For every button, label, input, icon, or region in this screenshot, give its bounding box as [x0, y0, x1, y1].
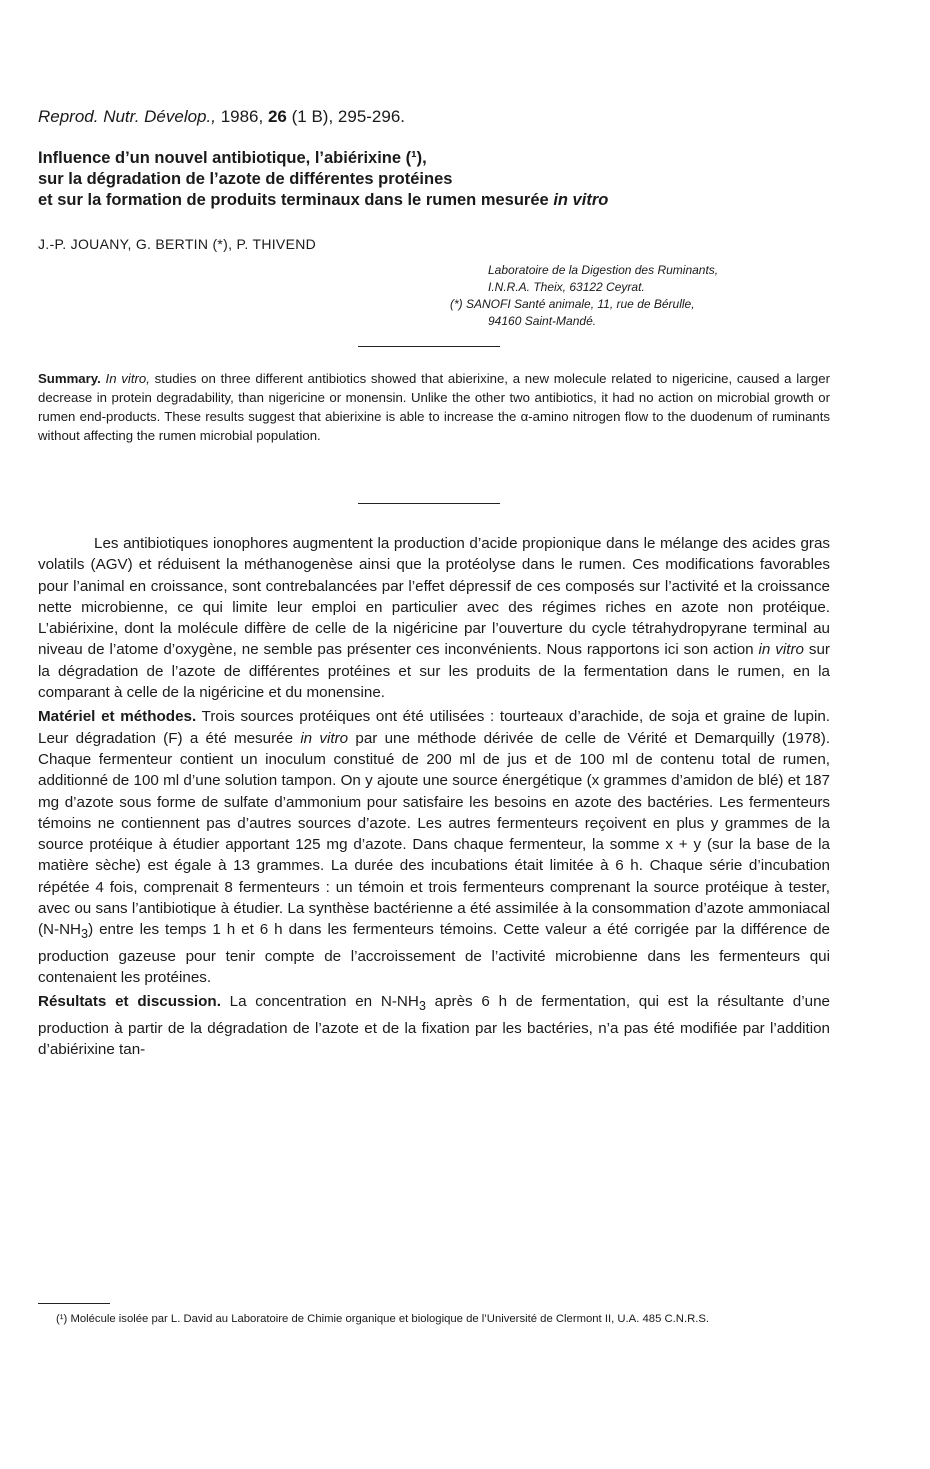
intro-text-1: Les antibiotiques ionophores augmentent la production d’acide propionique dans le mélange des acides gras volatils (AGV) et réduisent la méthanogenèse ainsi que la protéolyse dans le rumen. Ces modifications favorables pour l’animal en croissance, sont contrebalancées par l’effet dépressif de ces composés sur l’activité et la croissance nette microbienne, ce qui limite leur emploi en particulier avec des régimes riches en azote non protéique. L’abiérixine, dont la molécule diffère de celle de la nigéricine par l’ouverture du cycle tétrahydropyrane terminal au niveau de l’atome d’oxygène, ne semble pas présenter ces inconvénients. Nous rapportons ici son action [38, 535, 830, 659]
authors: J.-P. JOUANY, G. BERTIN (*), P. THIVEND [38, 236, 317, 252]
methods-text-2: par une méthode dérivée de celle de Vérité et Demarquilly (1978). Chaque fermenteur contient un inoculum constitué de 200 ml de jus et de 100 ml de contenu total de rumen, additionné de 100 ml d’une solution tampon. On y ajoute une source énergétique (x grammes d’amidon de blé) et 187 mg d’azote sous forme de sulfate d’ammonium pour satisfaire les besoins en azote des bactéries. Les fermenteurs témoins ne contiennent pas d’autres sources d’azote. Les autres fermenteurs reçoivent en plus y grammes de la source protéique à étudier apportant 125 mg d’azote. Dans chaque fermenteur, la somme x + y (sur la base de la matière sèche) est égale à 13 grammes. La durée des incubations était limitée à 6 h. Chaque série d’incubation répétée 4 fois, comprenait 8 fermenteurs : un témoin et trois fermenteurs comprenant la source protéique à tester, avec ou sans l’antibiotique à étudier. La synthèse bactérienne a été assimilée à la consommation d’azote ammoniacal (N-NH [38, 729, 830, 939]
article-title [38, 148, 838, 211]
affiliation-line-1: Laboratoire de la Digestion des Ruminants, [488, 263, 719, 277]
summary-text: studies on three different antibiotics showed that abierixine, a new molecule related to nigericine, caused a larger decrease in protein degradability, than nigericine or monensin. Unlike the other two antibiotics, it had no action on microbial growth or rumen end-products. These results suggest that abierixine is able to increase the α-amino nitrogen flow to the duodenum of ruminants without affecting the rumen microbial population. [38, 371, 830, 443]
results-heading: Résultats et discussion. [38, 993, 221, 1011]
citation-issue-pages: (1 B), 295-296. [291, 107, 406, 126]
citation-year: 1986, [220, 107, 264, 126]
title-line-1: Influence d’un nouvel antibiotique, l’abiérixine (¹), [38, 149, 427, 167]
footnote [38, 1311, 830, 1328]
paragraph-methods [38, 706, 830, 988]
summary-in-vitro: In vitro, [105, 371, 150, 386]
affiliation-line-2: I.N.R.A. Theix, 63122 Ceyrat. [488, 280, 645, 294]
methods-in-vitro: in vitro [300, 729, 349, 747]
footnote-divider [38, 1303, 110, 1304]
journal-citation [38, 107, 405, 127]
methods-text-1: Trois sources protéiques ont été utilisées : tourteaux d’arachide, de soja et graine de lupin. Leur dégradation (F) a été mesurée [38, 708, 831, 747]
intro-in-vitro: in vitro [758, 641, 804, 659]
footnote-text: Molécule isolée par L. David au Laboratoire de Chimie organique et biologique de l’Université de Clermont II, U.A. 485 C.N.R.S. [70, 1313, 710, 1325]
methods-subscript: 3 [81, 927, 89, 942]
title-line-2: sur la dégradation de l’azote de différentes protéines [38, 170, 453, 188]
journal-name: Reprod. Nutr. Dévelop., [38, 107, 216, 126]
affiliations [440, 262, 832, 330]
results-text-2: après 6 h de fermentation, qui est la résultante d’une production à partir de la dégradation de l’azote et de la fixation par les bactéries, n’a pas été modifiée par l’addition d’abiérixine tan- [38, 993, 830, 1058]
methods-heading: Matériel et méthodes. [38, 708, 197, 726]
intro-text-2: sur la dégradation de l’azote de différentes protéines et sur les produits de la fermentation dans le rumen, en la comparant à celle de la nigéricine et du monensine. [38, 641, 830, 702]
paragraph-results [38, 991, 830, 1060]
summary [38, 369, 830, 445]
paragraph-introduction [38, 533, 830, 703]
footnote-marker: (¹) [56, 1313, 68, 1325]
title-in-vitro: in vitro [553, 191, 609, 209]
title-line-3 [38, 190, 838, 211]
divider-top [358, 346, 500, 347]
citation-volume: 26 [267, 107, 287, 126]
results-subscript: 3 [418, 999, 426, 1014]
divider-middle [358, 503, 500, 504]
article-body [38, 533, 830, 1063]
methods-text-3: ) entre les temps 1 h et 6 h dans les fermenteurs témoins. Cette valeur a été corrigée par la différence de production gazeuse pour tenir compte de l’accroissement de l’activité microbienne dans les fermenteurs qui contenaient les protéines. [38, 921, 830, 986]
title-line-3-text: et sur la formation de produits terminaux dans le rumen mesurée [38, 191, 549, 209]
affiliation-line-4: 94160 Saint-Mandé. [488, 314, 597, 328]
summary-label: Summary. [38, 371, 101, 386]
results-text-1: La concentration en N-NH [229, 993, 419, 1011]
affiliation-line-3: (*) SANOFI Santé animale, 11, rue de Bérulle, [450, 297, 695, 311]
